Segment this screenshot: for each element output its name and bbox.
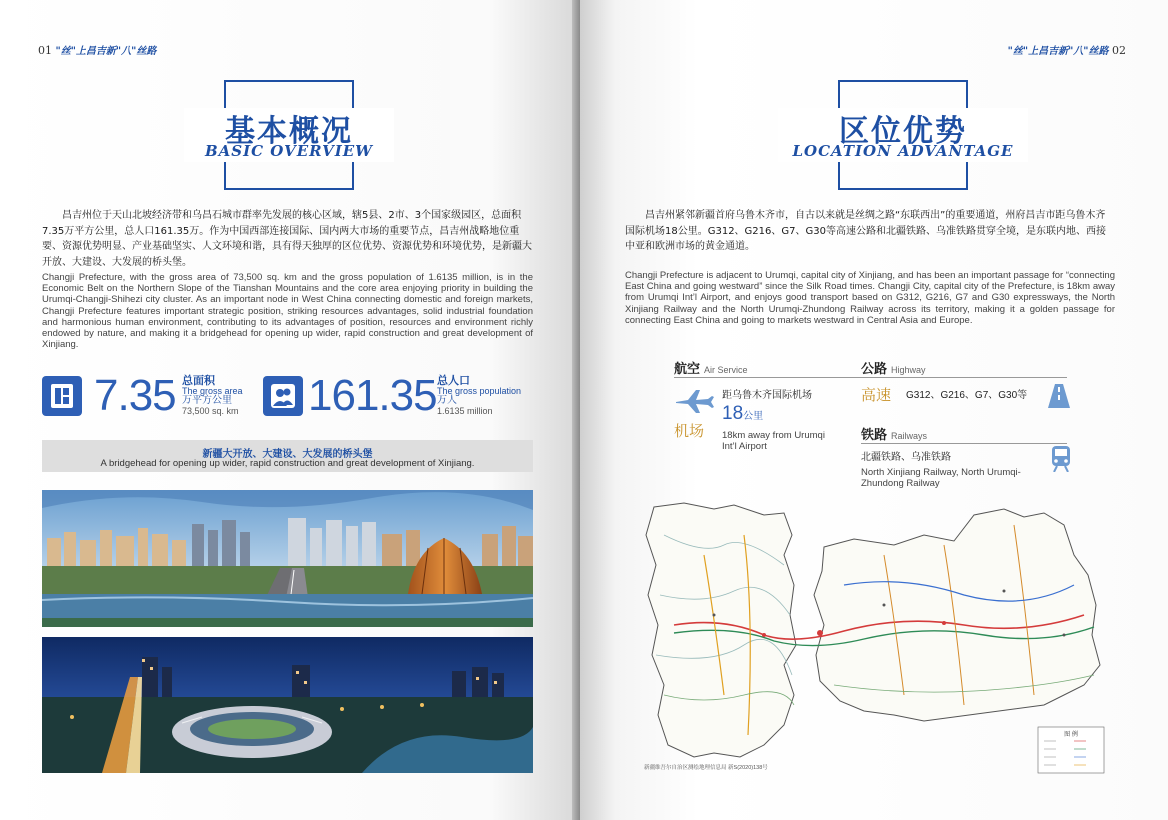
area-number: 7.35 xyxy=(94,371,176,420)
stats-row xyxy=(42,372,542,422)
population-unit-en: 1.6135 million xyxy=(437,406,493,416)
right-paragraph-cn: 昌吉州紧邻新疆首府乌鲁木齐市，自古以来就是丝绸之路“东联西出”的重要通道，州府昌吉市距乌鲁木齐国际机场18公里。G312、G216、G7、G30等高速公路和北疆铁路、乌准铁路贯穿全境，是东联内地、西接中亚和欧洲市场的黄金通道。 xyxy=(625,210,1106,252)
right-page-number: 02 xyxy=(1112,44,1126,57)
airport-destination-cn: 距乌鲁木齐国际机场 xyxy=(722,390,812,401)
area-label-cn: 总面积 xyxy=(182,375,215,387)
highway-divider xyxy=(861,377,1067,378)
air-divider xyxy=(674,377,864,378)
bridgehead-banner xyxy=(42,440,533,472)
right-page xyxy=(580,0,1168,820)
left-title-en: BASIC OVERVIEW xyxy=(204,142,374,160)
highway-heading xyxy=(861,358,926,377)
air-service-heading xyxy=(674,358,748,377)
airplane-icon xyxy=(674,388,714,414)
changji-map xyxy=(644,495,1106,780)
city-skyline-photo xyxy=(42,490,533,627)
airport-distance-number: 18 xyxy=(722,403,744,424)
left-page-number: 01 xyxy=(38,44,52,57)
map-caption: 新疆维吾尔自治区测绘地理信息局 新S(2020)138号 xyxy=(644,765,768,771)
map-legend-title: 图 例 xyxy=(1064,732,1078,738)
population-number: 161.35 xyxy=(308,371,437,420)
highway-title-cn: 公路 xyxy=(861,361,888,376)
airport-distance xyxy=(722,404,763,427)
left-title-cn: 基本概况 xyxy=(225,114,353,149)
population-label-cn: 总人口 xyxy=(437,375,470,387)
road-icon xyxy=(1046,384,1072,408)
left-folio-brand: "丝"上昌吉新"八"丝路 xyxy=(55,46,157,57)
railway-title-en: Railways xyxy=(891,431,928,441)
right-title-en: LOCATION ADVANTAGE xyxy=(792,142,1014,160)
railway-heading xyxy=(861,424,927,443)
highway-routes: G312、G216、G7、G30等 xyxy=(906,390,1028,401)
area-label-en: The gross area xyxy=(182,386,243,396)
left-title-block xyxy=(204,80,374,190)
right-title-cn: 区位优势 xyxy=(839,114,967,149)
airport-label: 机场 xyxy=(674,423,705,440)
railway-routes-cn: 北疆铁路、乌准铁路 xyxy=(861,452,951,463)
airport-destination-en: 18km away from Urumqi Int’l Airport xyxy=(722,430,825,452)
airport-distance-unit: 公里 xyxy=(743,411,764,422)
highway-label: 高速 xyxy=(861,387,892,404)
people-icon xyxy=(263,376,303,416)
right-paragraph-en: Changji Prefecture is adjacent to Urumqi, capital city of Xinjiang, and has been an important passage for “connecting East China and going westward” since the Silk Road times. Changji City, capital city of the Prefecture, is 18km away from Urumqi Int’l Airport, and enjoys good transport based on G312, G216, G7 and G30 expressways, the North Xinjiang Railway and the North Urumqi-Zhundong Railway across its territory, making it a golden passage for connecting East China and going to markets westward in Central Asia and Europe. xyxy=(625,270,1115,326)
train-icon xyxy=(1050,446,1072,472)
population-caption xyxy=(437,376,542,416)
map-document-icon xyxy=(42,376,82,416)
left-page xyxy=(0,0,578,820)
night-stadium-photo xyxy=(42,637,533,773)
area-unit-en: 73,500 sq. km xyxy=(182,406,239,416)
railway-divider xyxy=(861,443,1067,444)
right-folio-brand: "丝"上昌吉新"八"丝路 xyxy=(1007,46,1109,57)
population-unit-cn: 万人 xyxy=(437,395,457,406)
railway-title-cn: 铁路 xyxy=(861,427,888,442)
banner-text-en: A bridgehead for opening up wider, rapid construction and great development of Xinjiang. xyxy=(100,458,475,469)
population-label-en: The gross population xyxy=(437,386,522,396)
left-paragraph-en: Changji Prefecture, with the gross area of 73,500 sq. km and the gross population of 1.6135 million, is in the Economic Belt on the Northern Slope of the Tianshan Mountains and the core area enjoying priority in building the Urumqi-Changji-Shihezi city cluster. As an important node in West China connecting domestic and foreign markets, Changji Prefecture features important strategic position, striking resources advantages, solid industrial foundation and harmonious human environment, contributing to its advantages of position, resources and environment richly endowed by nature, and making it a bridgehead for opening up wider, rapid construction and great development of Xinjiang. xyxy=(42,272,533,351)
railway-routes-en: North Xinjiang Railway, North Urumqi-Zhundong Railway xyxy=(861,467,1021,489)
air-title-cn: 航空 xyxy=(674,361,701,376)
right-title-block xyxy=(792,80,1014,190)
left-paragraph-cn: 昌吉州位于天山北坡经济带和乌昌石城市群率先发展的核心区域，辖5县、2市、3个国家级园区，总面积7.35万平方公里，总人口161.35万。作为中国西部连接国际、国内两大市场的重要节点，昌吉州战略地位重要、资源优势明显、产业基础坚实、人文环境和谐，具有得天独厚的区位优势、资源优势和环境优势，是新疆大开放、大建设、大发展的桥头堡。 xyxy=(42,210,532,268)
area-caption xyxy=(182,376,272,416)
banner-text-cn: 新疆大开放、大建设、大发展的桥头堡 xyxy=(202,449,373,460)
right-folio xyxy=(1008,42,1126,57)
highway-title-en: Highway xyxy=(891,365,926,375)
area-unit-cn: 万平方公里 xyxy=(182,395,232,406)
air-title-en: Air Service xyxy=(704,365,748,375)
left-folio xyxy=(38,42,156,57)
